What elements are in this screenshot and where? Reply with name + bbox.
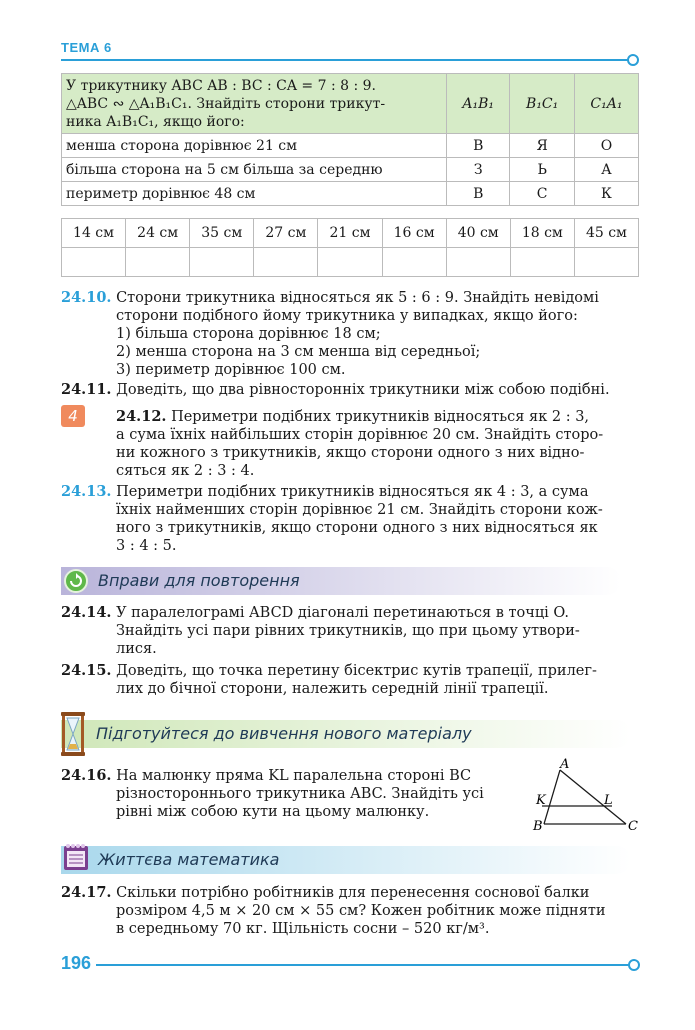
cell-letter: В	[447, 182, 510, 206]
label-A: A	[560, 758, 570, 772]
problem-number: 24.16.	[61, 767, 112, 784]
answer-table	[61, 218, 639, 277]
problem-24-15	[61, 662, 641, 698]
col-header: C₁A₁	[574, 74, 638, 134]
problem-line: сторони подібного йому трикутника у випадках, якщо його:	[116, 308, 578, 324]
table-row	[62, 158, 639, 182]
answer-value: 45 см	[574, 219, 638, 248]
matching-table	[61, 73, 639, 206]
answer-value: 16 см	[382, 219, 446, 248]
section-review-title: Вправи для повторення	[98, 571, 300, 590]
cell-letter: В	[447, 134, 510, 158]
problem-line: ни кожного з трикутників, якщо сторони одного з них відно-	[116, 445, 585, 461]
row-condition: менша сторона дорівнює 21 см	[62, 134, 447, 158]
problem-number: 24.14.	[61, 604, 112, 621]
col-header: B₁C₁	[510, 74, 574, 134]
triangle-figure	[520, 758, 645, 838]
problem-line: лих до бічної сторони, належить середній лінії трапеції.	[116, 681, 549, 697]
problem-number: 24.15.	[61, 662, 112, 679]
header-rule-end	[627, 54, 639, 66]
problem-line: різностороннього трикутника ABC. Знайдіть усі	[116, 786, 484, 802]
problem-line: сяться як 2 : 3 : 4.	[116, 463, 255, 479]
side-AB	[544, 770, 560, 824]
problem-line: Знайдіть усі пари рівних трикутників, що при цьому утвори-	[116, 623, 580, 639]
cell-letter: С	[510, 182, 574, 206]
answer-value: 21 см	[318, 219, 382, 248]
answer-values-row	[62, 219, 639, 248]
answer-value: 35 см	[190, 219, 254, 248]
answer-value: 24 см	[126, 219, 190, 248]
notepad-icon	[62, 842, 90, 872]
problem-number: 24.13.	[61, 483, 112, 500]
problem-number: 24.10.	[61, 289, 112, 306]
cell-letter: А	[574, 158, 638, 182]
problem-number: 24.17.	[61, 884, 112, 901]
problem-line: в середньому 70 кг. Щільність сосни – 520 кг/м³.	[116, 921, 490, 937]
row-condition: більша сторона на 5 см більша за середню	[62, 158, 447, 182]
cell-letter: Я	[510, 134, 574, 158]
problem-line: лися.	[116, 641, 157, 657]
repeat-icon	[64, 569, 88, 593]
topic-label: ТЕМА 6	[61, 40, 112, 55]
problem-line: 3 : 4 : 5.	[116, 538, 177, 554]
problem-line: їхніх найменших сторін дорівнює 21 см. Знайдіть сторони кож-	[116, 502, 603, 518]
cell-letter: З	[447, 158, 510, 182]
problem-line: розміром 4,5 м × 20 см × 55 см? Кожен робітник може підняти	[116, 903, 606, 919]
cell-letter: К	[574, 182, 638, 206]
cell-letter: Ь	[510, 158, 574, 182]
side-AC	[560, 770, 626, 824]
question-line: У трикутнику ABC AB : BC : CA = 7 : 8 : 9.	[66, 77, 377, 94]
problem-24-17	[61, 884, 641, 938]
problem-line: Периметри подібних трикутників відносяться як 4 : 3, а сума	[116, 484, 589, 500]
problem-line: рівні між собою кути на цьому малюнку.	[116, 804, 430, 820]
problem-line: а сума їхніх найбільших сторін дорівнює 20 см. Знайдіть сторо-	[116, 427, 604, 443]
footer-rule-end	[628, 959, 640, 971]
problem-line: На малюнку пряма KL паралельна стороні BC	[116, 768, 472, 784]
problem-line: Доведіть, що точка перетину бісектрис кутів трапеції, прилег-	[116, 663, 597, 679]
row-condition: периметр дорівнює 48 см	[62, 182, 447, 206]
problem-text: Доведіть, що два рівносторонніх трикутники між собою подібні.	[116, 382, 610, 398]
level-badge: 4	[61, 405, 85, 427]
section-life-title: Життєва математика	[98, 850, 280, 869]
problem-line: У паралелограмі ABCD діагоналі перетинаються в точці O.	[116, 605, 570, 621]
footer-rule	[96, 964, 632, 966]
answer-value: 27 см	[254, 219, 318, 248]
header-rule	[61, 59, 631, 61]
problem-24-11	[61, 381, 641, 399]
question-line: ника A₁B₁C₁, якщо його:	[66, 113, 245, 130]
hourglass-icon	[60, 711, 86, 757]
problem-line: Периметри подібних трикутників відносяться як 2 : 3,	[171, 409, 590, 425]
answer-value: 40 см	[446, 219, 510, 248]
problem-line: ного з трикутників, якщо сторони одного з них відносяться як	[116, 520, 598, 536]
col-header: A₁B₁	[447, 74, 510, 134]
problem-24-10	[61, 289, 641, 379]
problem-line: Сторони трикутника відносяться як 5 : 6 : 9. Знайдіть невідомі	[116, 290, 599, 306]
problem-number: 24.12.	[116, 408, 167, 425]
problem-line: 2) менша сторона на 3 см менша від середньої;	[116, 344, 481, 360]
answer-blank-row	[62, 248, 639, 277]
label-K: K	[536, 793, 546, 808]
problem-number: 24.11.	[61, 381, 112, 398]
problem-24-16	[61, 767, 511, 821]
label-B: B	[533, 819, 543, 834]
problem-line: Скільки потрібно робітників для перенесення соснової балки	[116, 885, 590, 901]
cell-letter: О	[574, 134, 638, 158]
page-number: 196	[61, 953, 92, 973]
label-C: C	[628, 819, 638, 834]
answer-value: 18 см	[510, 219, 574, 248]
section-prepare-title: Підготуйтеся до вивчення нового матеріалу	[96, 724, 472, 743]
table-row	[62, 134, 639, 158]
problem-line: 3) периметр дорівнює 100 см.	[116, 362, 346, 378]
problem-line: 1) більша сторона дорівнює 18 см;	[116, 326, 381, 342]
problem-24-13	[61, 483, 641, 555]
question-line: △ABC ∾ △A₁B₁C₁. Знайдіть сторони трикут-	[66, 95, 386, 112]
table-question	[62, 74, 447, 134]
problem-24-14	[61, 604, 641, 658]
answer-value: 14 см	[62, 219, 126, 248]
label-L: L	[604, 793, 613, 808]
problem-24-12	[116, 408, 640, 480]
table-row	[62, 182, 639, 206]
